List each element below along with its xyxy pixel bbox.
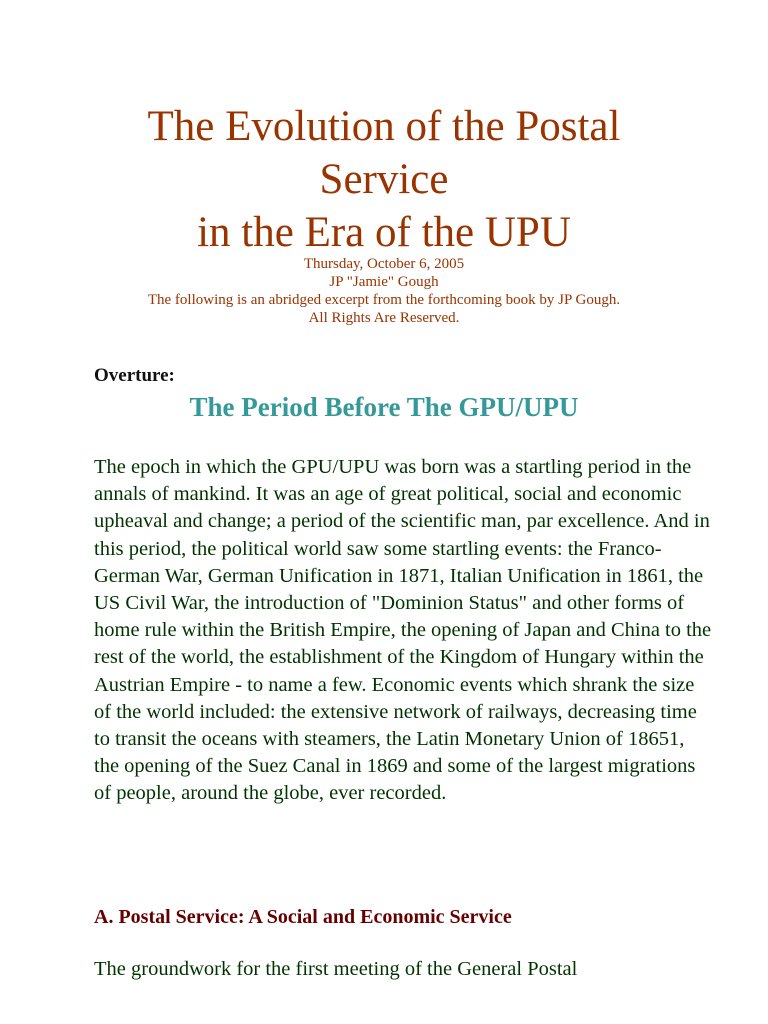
publication-date: Thursday, October 6, 2005	[303, 256, 465, 272]
section-heading: The Period Before The GPU/UPU	[189, 392, 579, 422]
body-paragraph-1: The epoch in which the GPU/UPU was born was a startling period in the annals of mankind. It was an age of great political, social and economic upheaval and change; a period of the scientific man, par excellence. And in this period, the political world saw some startling events: the Franco-German War, German Unification in 1871, Italian Unification in 1861, the US Civil War, the introduction of "Dominion Status" and other forms of home rule within the British Empire, the opening of Japan and China to the rest of the world, the establishment of the Kingdom of Hungary within the Austrian Empire - to name a few. Economic events which shrank the size of the world included: the extensive network of railways, decreasing time to transit the oceans with steamers, the Latin Monetary Union of 18651, the opening of the Suez Canal in 1869 and some of the largest migrations of people, around the globe, ever recorded.	[94, 456, 712, 805]
document-meta	[40, 255, 728, 327]
title-line-3: in the Era of the UPU	[197, 209, 571, 256]
excerpt-note: The following is an abridged excerpt from the forthcoming book by JP Gough.	[147, 292, 621, 308]
author-name: JP "Jamie" Gough	[329, 274, 439, 290]
title-line-1: The Evolution of the Postal	[147, 103, 621, 150]
body-paragraph-2: The groundwork for the first meeting of the General Postal	[94, 958, 578, 980]
title-line-2: Service	[319, 156, 449, 203]
rights-notice: All Rights Are Reserved.	[308, 310, 460, 326]
overture-label: Overture:	[94, 365, 175, 386]
document-title	[40, 100, 728, 259]
subheading-postal-service: A. Postal Service: A Social and Economic Service	[94, 906, 512, 928]
